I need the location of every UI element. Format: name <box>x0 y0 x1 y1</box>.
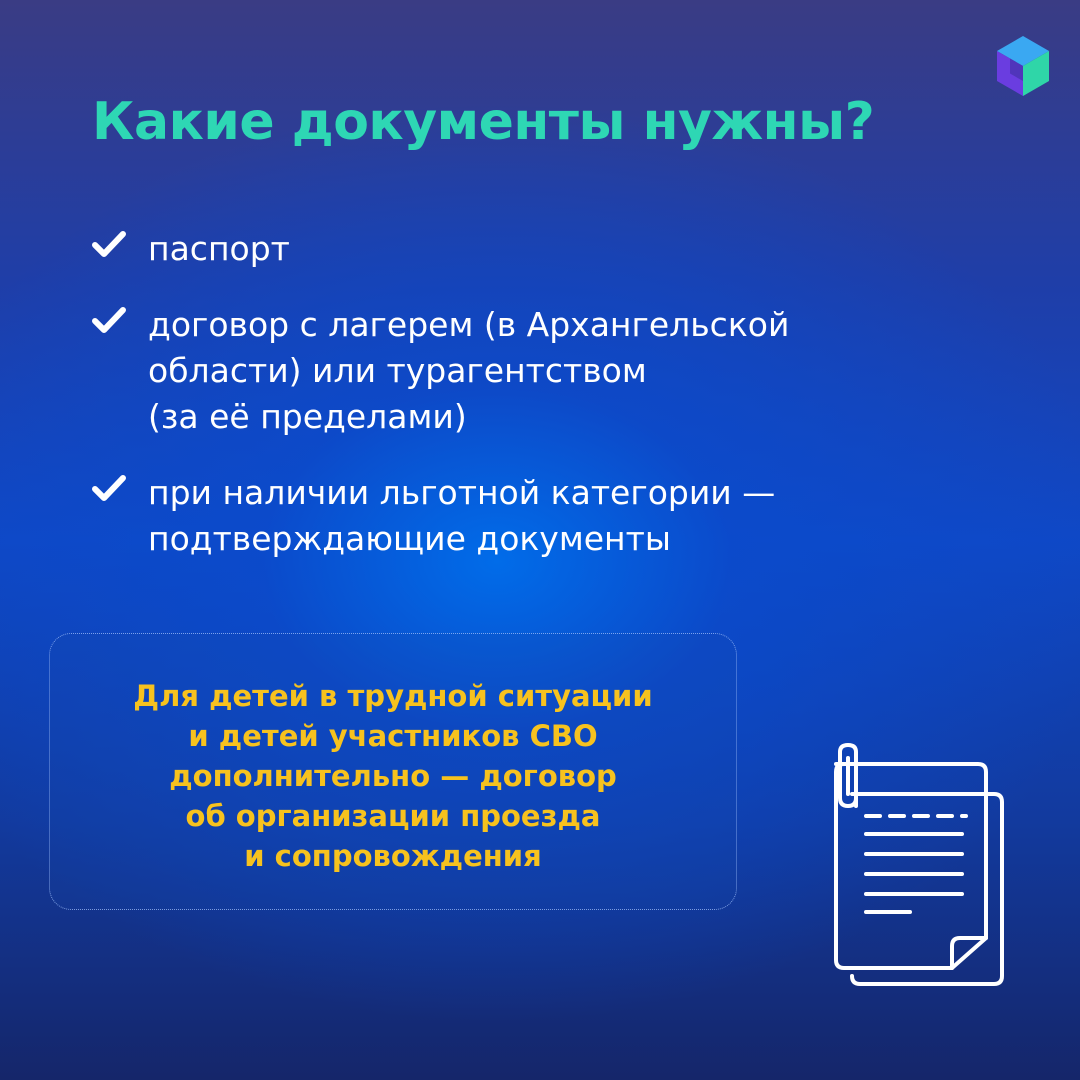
list-item-text: при наличии льготной категории — подтверждающие документы <box>148 473 776 558</box>
list-item-text: паспорт <box>148 229 290 268</box>
cube-logo-icon <box>994 34 1052 98</box>
list-item-text: договор с лагерем (в Архангельской области) или турагентством (за её пределами) <box>148 305 790 436</box>
checkmark-icon <box>92 230 126 260</box>
note-text: Для детей в трудной ситуации и детей участников СВО дополнительно — договор об организации проезда и сопровождения <box>133 679 653 873</box>
page-title: Какие документы нужны? <box>92 92 875 152</box>
list-item <box>92 302 892 440</box>
documents-list <box>92 226 892 592</box>
document-with-paperclip-icon <box>822 742 1008 992</box>
list-item <box>92 470 892 562</box>
checkmark-icon <box>92 474 126 504</box>
note-box <box>49 633 737 910</box>
list-item <box>92 226 892 272</box>
checkmark-icon <box>92 306 126 336</box>
